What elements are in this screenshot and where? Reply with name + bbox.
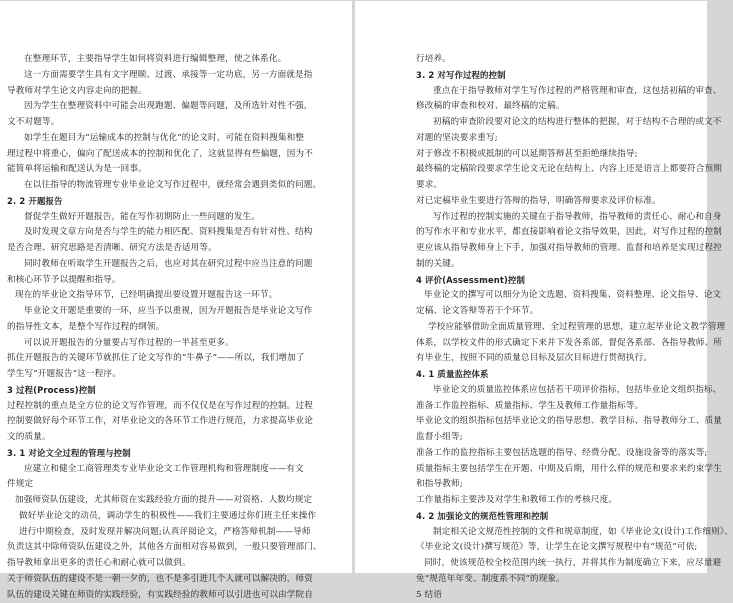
text-line: 5 结语 [416, 588, 703, 603]
section-heading: 2. 2 开题报告 [7, 194, 293, 210]
text-line: 理过程中将重心，偏向了配送成本的控制和优化了，这就显得有些偏题，因为不 [7, 147, 293, 163]
text-line: 行培养。 [416, 52, 703, 68]
text-line: 工作量指标主要涉及对学生和教师工作的考核尺度。 [416, 493, 703, 509]
text-line: 毕业论文的质量监控体系应包括若干项评价指标，包括毕业论文组织指标、 [416, 383, 703, 399]
text-line: 学校应能够借助全面质量管理、全过程管理的思想，建立起毕业论文教学管理 [416, 320, 703, 336]
text-line: 文不对题等。 [7, 115, 293, 131]
text-line: 写作过程的控制实施的关键在于指导教师，指导教师的责任心、耐心和自身 [416, 210, 703, 226]
text-line: 的指导性文本，是整个写作过程的纲领。 [7, 320, 293, 336]
page-text-body [7, 52, 293, 603]
text-line: 质量指标主要包括学生在开题、中期及后期，用什么样的规范和要求来约束学生 [416, 462, 703, 478]
text-line: 有毕业生，按照不同的质量总目标及层次目标进行贯彻执行。 [416, 351, 703, 367]
text-line: 因为学生在整理资料中可能会出现跑题、偏题等问题，及所选针对性不强， [7, 99, 293, 115]
text-line: 的写作水平和专业水平，都直接影响着论文指导效果，因此，对写作过程的控制 [416, 225, 703, 241]
text-line: 如学生在题目为“运输成本的控制与优化”的论文时，可能在资料搜集和整 [7, 131, 293, 147]
text-line: 在整理环节，主要指导学生如何将资料进行编辑整理，使之体系化。 [7, 52, 293, 68]
section-heading: 4. 1 质量监控体系 [416, 367, 703, 383]
text-line: 对已定稿毕业生要进行答辩的指导，明确答辩要求及评价标准。 [416, 194, 703, 210]
text-line: 能简单将运输和配送认为是一回事。 [7, 162, 293, 178]
text-line: 准备工作的监控指标主要包括选题的指导、经费分配、设施设备等的落实等; [416, 446, 703, 462]
text-line: 毕业论文的撰写可以细分为论文选题、资料搜集、资料整理、论文指导、论文 [416, 288, 703, 304]
text-line: 初稿的审查阶段要对论文的结构进行整体的把握，对于结构不合理的或文不 [416, 115, 703, 131]
text-line: 学生写“开题报告”这一程序。 [7, 367, 293, 383]
text-line: 过程控制的重点是全方位的论文写作管理，而不仅仅是在写作过程的控制。过程 [7, 399, 293, 415]
text-line: 最终稿的定稿阶段要求学生论文无论在结构上、内容上还是语言上都要符合预期 [416, 162, 703, 178]
text-line: 毕业论文的组织指标包括毕业论文的指导思想、教学目标、指导教师分工、质量 [416, 414, 703, 430]
document-page-right [355, 1, 707, 573]
text-line: 修改稿的审查和校对、最终稿的定稿。 [416, 99, 703, 115]
text-line: 应建立和健全工商管理类专业毕业论文工作管理机构和管理制度——有文 [7, 462, 293, 478]
section-heading: 3 过程(Process)控制 [7, 383, 293, 399]
text-line: 督促学生做好开题报告，能在写作初期防止一些问题的发生。 [7, 210, 293, 226]
text-line: 毕业论文开题是重要的一环，应当予以重视，因为开题报告是毕业论文写作 [7, 304, 293, 320]
text-line: 定稿、论文答辩等若干个环节。 [416, 304, 703, 320]
text-line: 队伍的建设关键在师资的实践经验，有实践经验的教师可以引进也可以由学院自 [7, 588, 293, 603]
text-line: 重点在于指导教师对学生写作过程的严格管理和审查，这包括初稿的审查、 [416, 84, 703, 100]
text-line: 抓住开题报告的关键环节就抓住了论文写作的“牛鼻子”——所以，我们增加了 [7, 351, 293, 367]
text-line: 负责这其中除师资队伍建设之外，其他各方面相对容易做到，一般只要管理部门、 [7, 540, 293, 556]
text-line: 对于修改不积极或抵制的可以延期答辩甚至拒绝继续指导; [416, 147, 703, 163]
text-line: 进行中期检查，及时发现并解决问题;认真评阅论文，严格答辩机制——导师 [7, 525, 293, 541]
page-text-body [416, 52, 703, 603]
section-heading: 3. 2 对写作过程的控制 [416, 68, 703, 84]
text-line: 现在的毕业论文指导环节，已经明确提出要设置开题报告这一环节。 [7, 288, 293, 304]
text-line: 这一方面需要学生具有文字理顺、过渡、承接等一定功底，另一方面就是指 [7, 68, 293, 84]
text-line: 在以往指导的物流管理专业毕业论文写作过程中，就经常会遇到类似的问题。 [7, 178, 293, 194]
text-line: 和核心环节予以提醒和指导。 [7, 273, 293, 289]
text-line: 制定相关论文规范性控制的文件和规章制度，如《毕业论文(设计)工作细则》、 [416, 525, 703, 541]
text-line: 可以说开题报告的分量要占写作过程的一半甚至更多。 [7, 336, 293, 352]
text-line: 做好毕业论文的动员，调动学生的积极性——我们主要通过你们班主任来操作 [7, 509, 293, 525]
text-line: 监督小组等; [416, 430, 703, 446]
text-line: 和指导教师; [416, 477, 703, 493]
text-line: 免“规范年年变、制度系不同”的现象。 [416, 572, 703, 588]
text-line: 件规定 [7, 477, 293, 493]
text-line: 文的质量。 [7, 430, 293, 446]
text-line: 对题的坚决要求重写; [416, 131, 703, 147]
document-page-left [0, 1, 352, 573]
text-line: 要求。 [416, 178, 703, 194]
text-line: 加强师资队伍建设，尤其师资在实践经验方面的提升——对资格、人数均规定 [7, 493, 293, 509]
section-heading: 3. 1 对论文全过程的管理与控制 [7, 446, 293, 462]
text-line: 及时发现文章方向是否与学生的能力相匹配、资料搜集是否有针对性、结构 [7, 225, 293, 241]
text-line: 《毕业论文(设计)撰写规范》等，让学生在论文撰写规程中有“规范”可依; [416, 540, 703, 556]
section-heading: 4. 2 加强论文的规范性管理和控制 [416, 509, 703, 525]
text-line: 准备工作监控指标、质量指标、学生及教师工作量指标等。 [416, 399, 703, 415]
text-line: 同时教师在听取学生开题报告之后，也应对其在研究过程中应当注意的问题 [7, 257, 293, 273]
text-line: 制的关键。 [416, 257, 703, 273]
text-line: 指导教师拿出更多的责任心和耐心就可以做到。 [7, 556, 293, 572]
text-line: 同时，使该规范校全校范围内统一执行，并将其作为制度确立下来，应尽量避 [416, 556, 703, 572]
text-line: 更应该从指导教师身上下手，加强对指导教师的管理、监督和培养是实现过程控 [416, 241, 703, 257]
section-heading: 4 评价(Assessment)控制 [416, 273, 703, 289]
text-line: 体系，以学校文件的形式确定下来并下发各系部，督促各系部、各指导教师、所 [416, 336, 703, 352]
text-line: 控制要做好每个环节工作，对毕业论文的各环节工作进行规范，力求提高毕业论 [7, 414, 293, 430]
text-line: 关于师资队伍的建设不是一朝一夕的，也不是多引进几个人就可以解决的，师资 [7, 572, 293, 588]
text-line: 导教师对学生论文内容走向的把握。 [7, 84, 293, 100]
text-line: 是否合理、研究思路是否清晰、研究方法是否适用等。 [7, 241, 293, 257]
